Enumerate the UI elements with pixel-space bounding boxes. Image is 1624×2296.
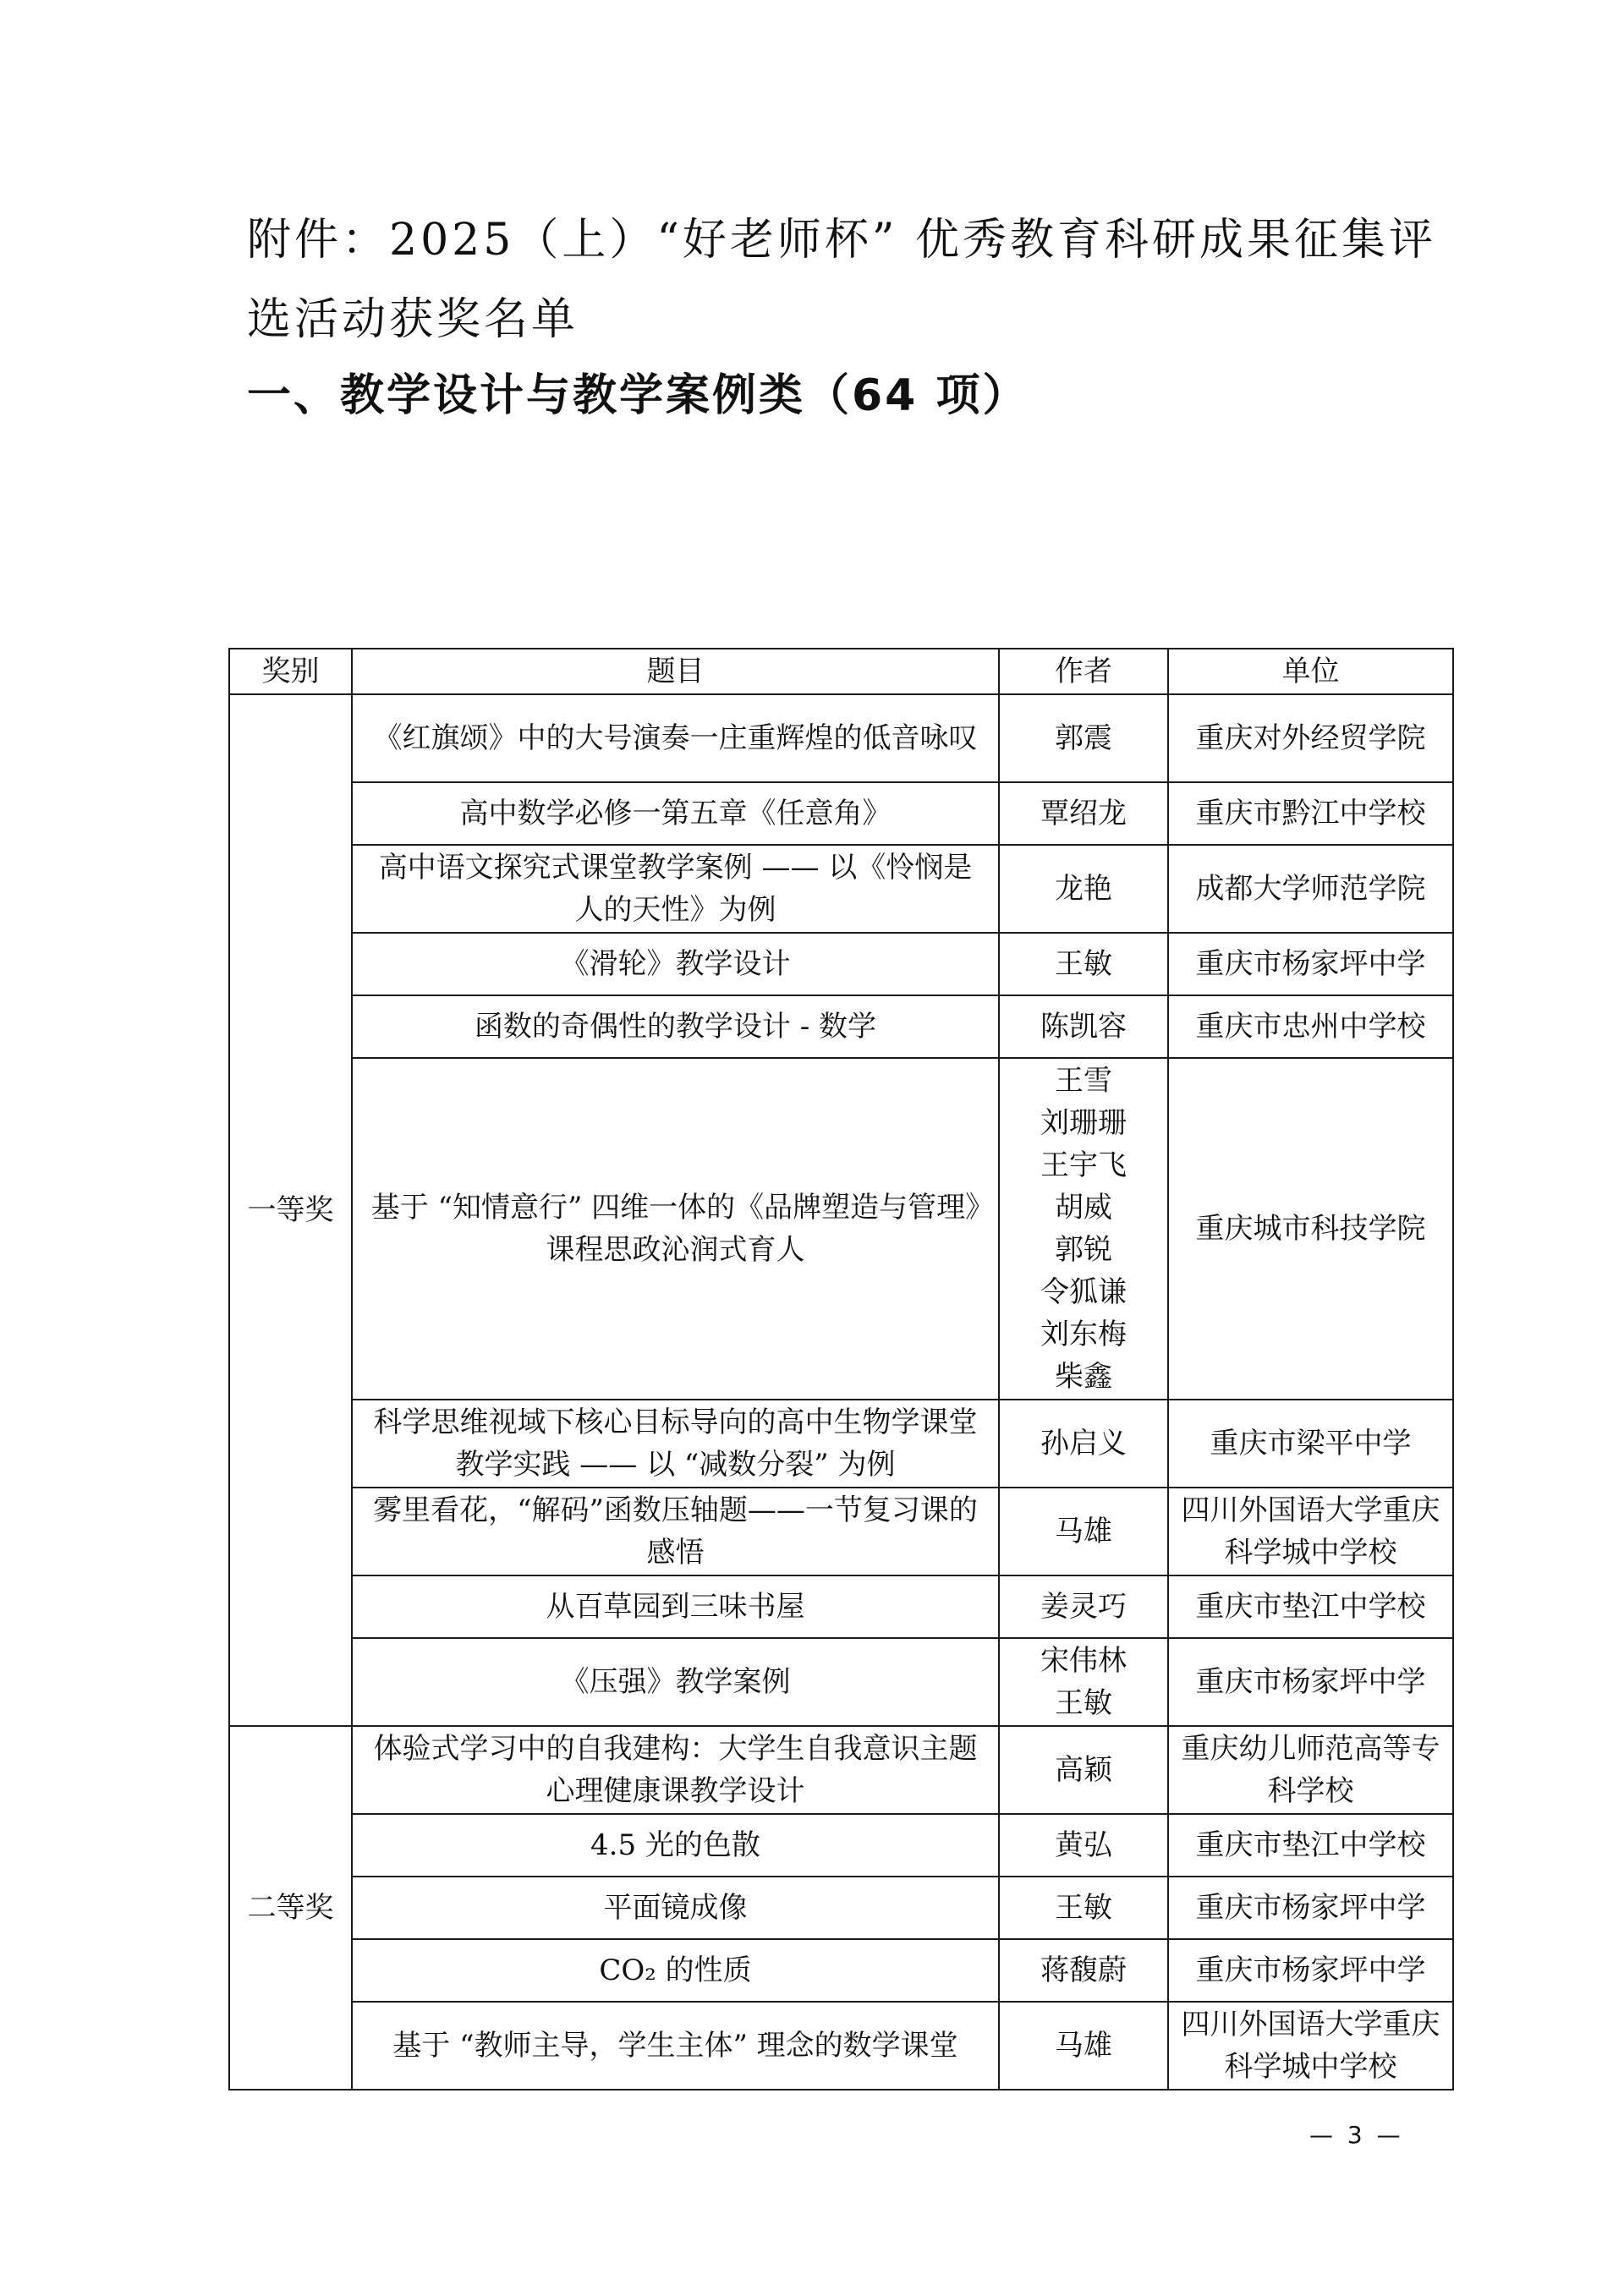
row-author: 覃绍龙 — [999, 782, 1168, 845]
awards-table — [228, 648, 1454, 2091]
category-second-prize: 二等奖 — [229, 1726, 352, 2090]
table-row — [229, 1814, 1453, 1877]
row-unit: 重庆市杨家坪中学 — [1168, 1877, 1453, 1939]
table-row — [229, 1058, 1453, 1400]
category-first-prize: 一等奖 — [229, 694, 352, 1726]
row-unit: 重庆幼儿师范高等专科学校 — [1168, 1726, 1453, 1814]
table-row — [229, 1400, 1453, 1488]
row-topic: 科学思维视域下核心目标导向的高中生物学课堂教学实践 —— 以 “减数分裂” 为例 — [352, 1400, 999, 1488]
row-author: 郭震 — [999, 694, 1168, 782]
row-unit: 重庆对外经贸学院 — [1168, 694, 1453, 782]
row-author: 孙启义 — [999, 1400, 1168, 1488]
table-row — [229, 1939, 1453, 2002]
row-topic: 4.5 光的色散 — [352, 1814, 999, 1877]
row-topic: 平面镜成像 — [352, 1877, 999, 1939]
row-author: 蒋馥蔚 — [999, 1939, 1168, 2002]
row-unit: 重庆市杨家坪中学 — [1168, 1638, 1453, 1726]
header-category: 奖别 — [229, 649, 352, 694]
table-row — [229, 1575, 1453, 1638]
row-unit: 重庆市杨家坪中学 — [1168, 1939, 1453, 2002]
row-author: 马雄 — [999, 2002, 1168, 2090]
table-row — [229, 694, 1453, 782]
row-unit: 重庆市忠州中学校 — [1168, 995, 1453, 1058]
row-topic: 《滑轮》教学设计 — [352, 933, 999, 995]
row-topic: 函数的奇偶性的教学设计 - 数学 — [352, 995, 999, 1058]
row-unit: 重庆市垫江中学校 — [1168, 1575, 1453, 1638]
row-unit: 重庆市梁平中学 — [1168, 1400, 1453, 1488]
header-unit: 单位 — [1168, 649, 1453, 694]
row-topic: 《红旗颂》中的大号演奏一庄重辉煌的低音咏叹 — [352, 694, 999, 782]
row-author: 宋伟林 王敏 — [999, 1638, 1168, 1726]
row-author: 王敏 — [999, 1877, 1168, 1939]
row-topic: 高中数学必修一第五章《任意角》 — [352, 782, 999, 845]
header-author: 作者 — [999, 649, 1168, 694]
row-unit: 四川外国语大学重庆科学城中学校 — [1168, 2002, 1453, 2090]
row-author: 高颖 — [999, 1726, 1168, 1814]
row-unit: 四川外国语大学重庆科学城中学校 — [1168, 1488, 1453, 1575]
row-topic: 高中语文探究式课堂教学案例 —— 以《怜悯是人的天性》为例 — [352, 845, 999, 933]
table-row — [229, 1638, 1453, 1726]
table-row — [229, 782, 1453, 845]
table-row — [229, 1488, 1453, 1575]
table-row — [229, 845, 1453, 933]
row-topic: 雾里看花，“解码”函数压轴题——一节复习课的感悟 — [352, 1488, 999, 1575]
row-unit: 成都大学师范学院 — [1168, 845, 1453, 933]
row-topic: 基于 “教师主导，学生主体” 理念的数学课堂 — [352, 2002, 999, 2090]
row-unit: 重庆市黔江中学校 — [1168, 782, 1453, 845]
table-row — [229, 1877, 1453, 1939]
row-topic: 《压强》教学案例 — [352, 1638, 999, 1726]
row-author: 龙艳 — [999, 845, 1168, 933]
row-author: 陈凯容 — [999, 995, 1168, 1058]
row-author: 姜灵巧 — [999, 1575, 1168, 1638]
row-topic: 基于 “知情意行” 四维一体的《品牌塑造与管理》课程思政沁润式育人 — [352, 1058, 999, 1400]
table-row — [229, 933, 1453, 995]
page-number: — 3 — — [1309, 2121, 1404, 2149]
table-row — [229, 995, 1453, 1058]
table-header-row — [229, 649, 1453, 694]
row-author: 黄弘 — [999, 1814, 1168, 1877]
header-topic: 题目 — [352, 649, 999, 694]
row-author: 王敏 — [999, 933, 1168, 995]
row-unit: 重庆市杨家坪中学 — [1168, 933, 1453, 995]
row-unit: 重庆市垫江中学校 — [1168, 1814, 1453, 1877]
row-unit: 重庆城市科技学院 — [1168, 1058, 1453, 1400]
document-title-line-1: 附件：2025（上）“好老师杯” 优秀教育科研成果征集评 — [247, 215, 1437, 266]
section-heading: 一、教学设计与教学案例类（64 项） — [247, 370, 1029, 421]
document-title-line-2: 选活动获奖名单 — [247, 294, 579, 345]
table-row — [229, 1726, 1453, 1814]
row-author: 王雪 刘珊珊 王宇飞 胡威 郭锐 令狐谦 刘东梅 柴鑫 — [999, 1058, 1168, 1400]
row-author: 马雄 — [999, 1488, 1168, 1575]
row-topic: 体验式学习中的自我建构：大学生自我意识主题心理健康课教学设计 — [352, 1726, 999, 1814]
row-topic: CO₂ 的性质 — [352, 1939, 999, 2002]
row-topic: 从百草园到三味书屋 — [352, 1575, 999, 1638]
table-row — [229, 2002, 1453, 2090]
